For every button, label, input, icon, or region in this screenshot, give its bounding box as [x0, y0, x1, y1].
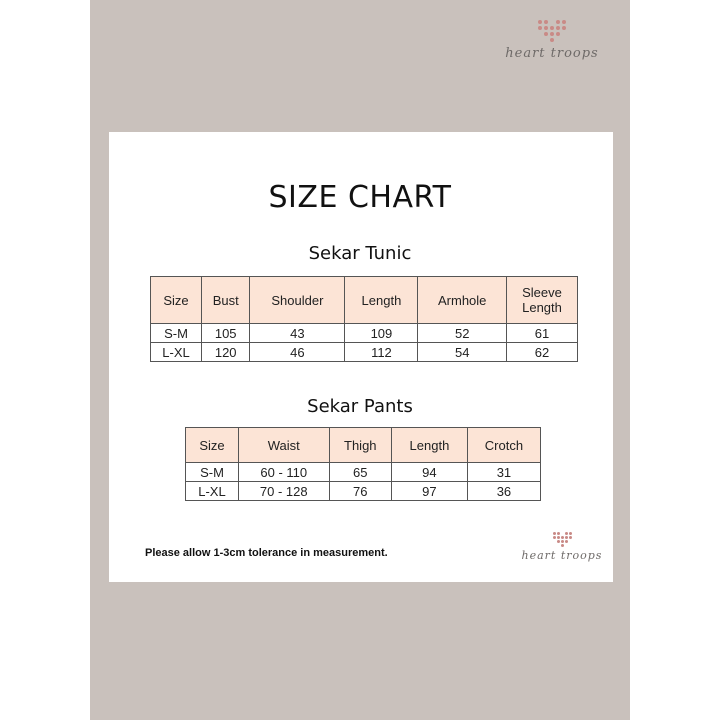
cell: L-XL — [186, 482, 239, 501]
header-cell: Crotch — [467, 428, 540, 463]
tunic-title: Sekar Tunic — [308, 243, 412, 264]
header-cell: Thigh — [329, 428, 391, 463]
table-header-row — [186, 428, 541, 463]
cell: S-M — [186, 463, 239, 482]
pants-title: Sekar Pants — [307, 396, 413, 417]
table-row — [186, 463, 541, 482]
cell: 94 — [391, 463, 467, 482]
cell: 52 — [418, 324, 507, 343]
header-cell: Bust — [202, 277, 250, 324]
page-title: SIZE CHART — [268, 180, 452, 215]
table-row — [151, 343, 578, 362]
brand-logo-top — [492, 20, 612, 61]
cell: 46 — [250, 343, 345, 362]
cell: 76 — [329, 482, 391, 501]
table-header-row — [151, 277, 578, 324]
cell: 70 - 128 — [238, 482, 329, 501]
header-cell: Length — [345, 277, 418, 324]
tunic-size-table — [150, 276, 578, 362]
brand-name: heart troops — [505, 46, 599, 61]
cell: 112 — [345, 343, 418, 362]
header-cell: Armhole — [418, 277, 507, 324]
cell: S-M — [151, 324, 202, 343]
cell: 105 — [202, 324, 250, 343]
cell: 62 — [507, 343, 578, 362]
cell: 43 — [250, 324, 345, 343]
header-cell: Length — [391, 428, 467, 463]
cell: 97 — [391, 482, 467, 501]
heart-dots-icon — [512, 532, 612, 547]
cell: 61 — [507, 324, 578, 343]
cell: 109 — [345, 324, 418, 343]
brand-logo-bottom — [512, 532, 612, 562]
table-row — [186, 482, 541, 501]
cell: 54 — [418, 343, 507, 362]
table-row — [151, 324, 578, 343]
cell: 65 — [329, 463, 391, 482]
header-cell: Waist — [238, 428, 329, 463]
pants-size-table — [185, 427, 541, 501]
header-cell: Sleeve Length — [507, 277, 578, 324]
heart-dots-icon — [492, 20, 612, 42]
header-cell: Shoulder — [250, 277, 345, 324]
cell: 60 - 110 — [238, 463, 329, 482]
cell: 31 — [467, 463, 540, 482]
cell: L-XL — [151, 343, 202, 362]
brand-name: heart troops — [521, 549, 603, 562]
tolerance-note: Please allow 1-3cm tolerance in measurement. — [145, 547, 388, 559]
header-cell: Size — [151, 277, 202, 324]
header-cell: Size — [186, 428, 239, 463]
cell: 120 — [202, 343, 250, 362]
cell: 36 — [467, 482, 540, 501]
